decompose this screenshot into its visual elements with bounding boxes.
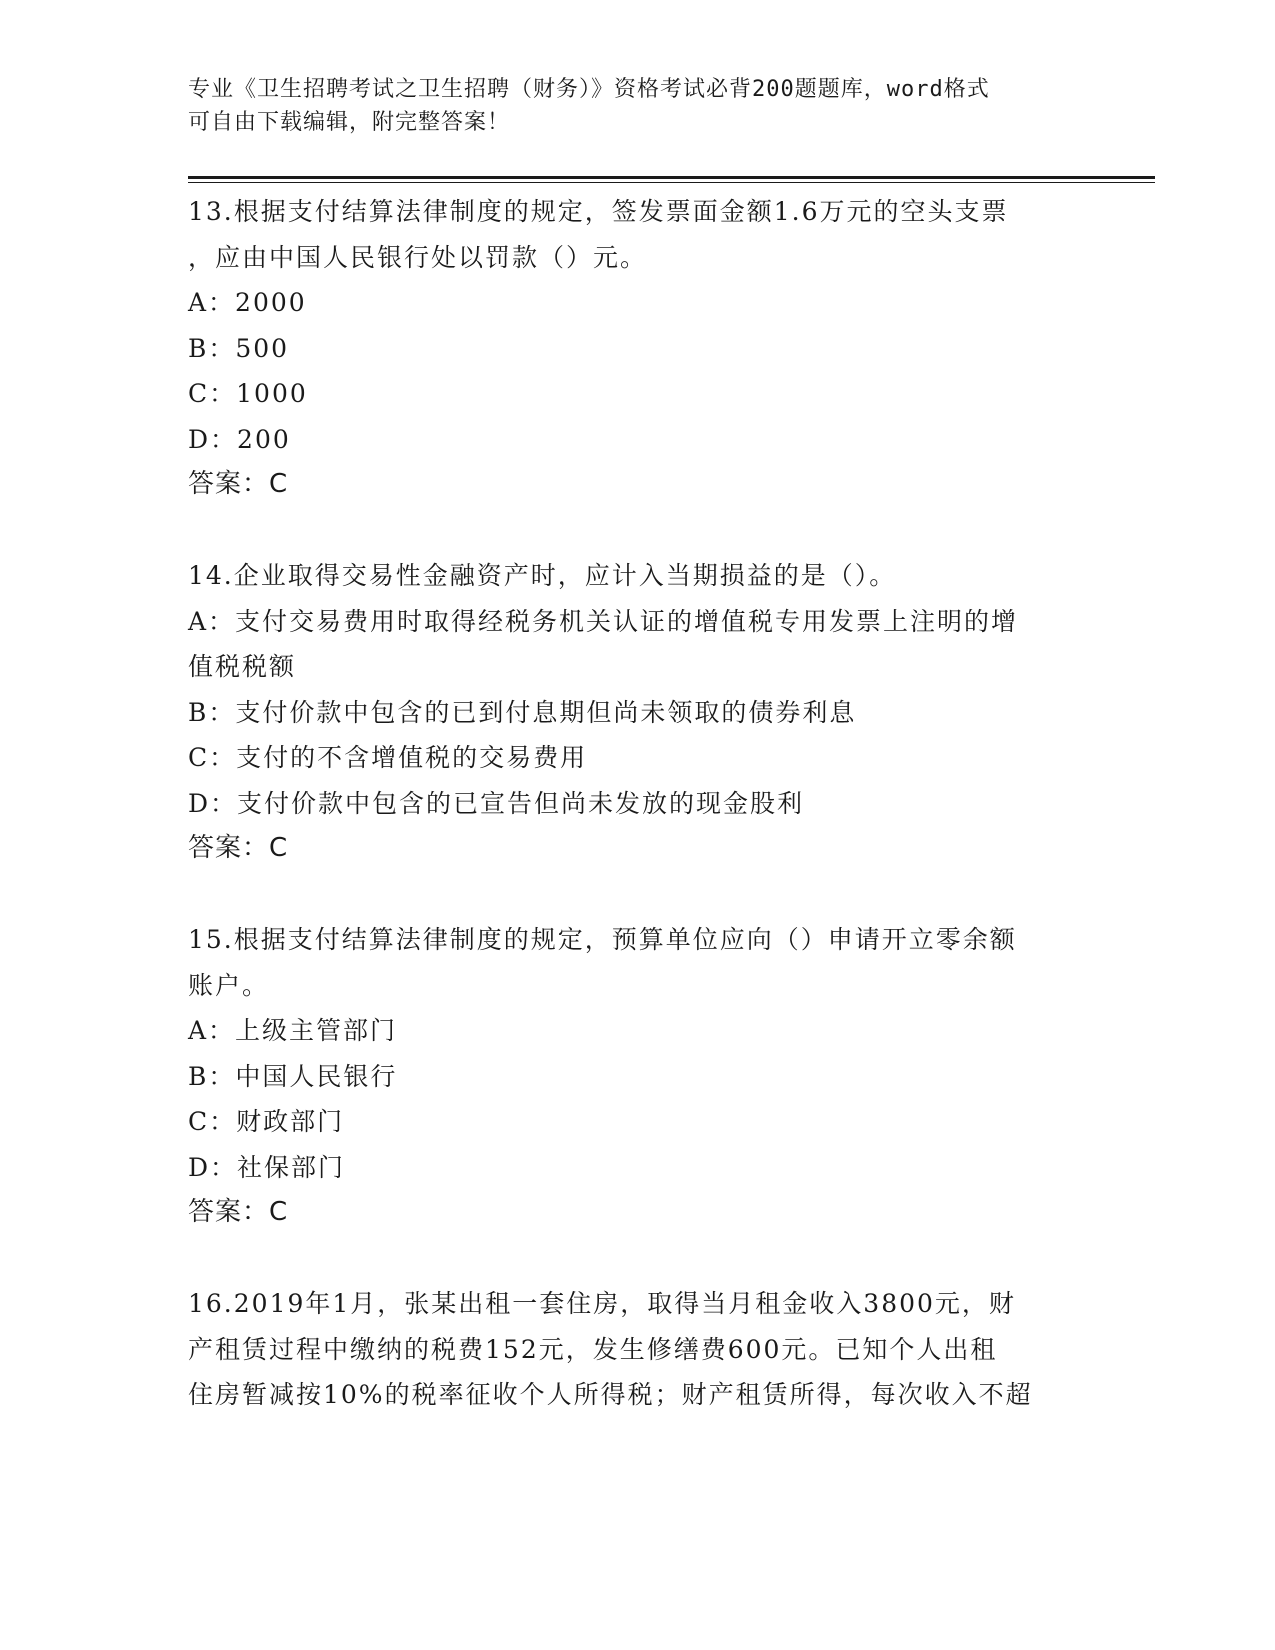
header-divider-thick xyxy=(188,176,1155,179)
question-stem-line: 16.2019年1月，张某出租一套住房，取得当月租金收入3800元，财 xyxy=(188,1289,1016,1318)
option-c: C：1000 xyxy=(188,379,308,408)
question-13 xyxy=(188,189,1088,508)
option-b: B：支付价款中包含的已到付息期但尚未领取的债券利息 xyxy=(188,697,857,727)
option-b: B：500 xyxy=(188,333,290,363)
option-c: C：支付的不含增值税的交易费用 xyxy=(188,743,588,772)
question-16 xyxy=(188,1281,1088,1418)
option-a-continued: 值税税额 xyxy=(188,652,297,681)
header-line-2: 可自由下载编辑，附完整答案！ xyxy=(188,110,511,135)
option-d: D：社保部门 xyxy=(188,1152,346,1182)
question-15 xyxy=(188,917,1088,1236)
option-a: A：2000 xyxy=(188,288,307,317)
question-stem-line: 15.根据支付结算法律制度的规定，预算单位应向（）申请开立零余额 xyxy=(188,925,1017,954)
answer-line: 答案：C xyxy=(188,469,289,499)
question-14 xyxy=(188,553,1088,872)
question-stem-line: 账户。 xyxy=(188,970,270,1000)
question-stem-line: 13.根据支付结算法律制度的规定，签发票面金额1.6万元的空头支票 xyxy=(188,197,1009,226)
question-stem-line: ，应由中国人民银行处以罚款（）元。 xyxy=(188,242,648,272)
header-divider-thin xyxy=(188,182,1155,183)
option-d: D：支付价款中包含的已宣告但尚未发放的现金股利 xyxy=(188,788,805,818)
question-stem-line: 产租赁过程中缴纳的税费152元，发生修缮费600元。已知个人出租 xyxy=(188,1334,998,1364)
question-stem-line: 住房暂减按10%的税率征收个人所得税；财产租赁所得，每次收入不超 xyxy=(188,1380,1033,1409)
option-a: A：支付交易费用时取得经税务机关认证的增值税专用发票上注明的增 xyxy=(188,606,1019,636)
option-b: B：中国人民银行 xyxy=(188,1061,398,1091)
answer-line: 答案：C xyxy=(188,833,289,863)
option-c: C：财政部门 xyxy=(188,1107,345,1136)
document-header xyxy=(188,73,1068,139)
header-line-1: 专业《卫生招聘考试之卫生招聘（财务）》资格考试必背200题题库，word格式 xyxy=(188,77,990,102)
option-a: A：上级主管部门 xyxy=(188,1016,398,1045)
answer-line: 答案：C xyxy=(188,1197,289,1227)
question-stem-line: 14.企业取得交易性金融资产时，应计入当期损益的是（）。 xyxy=(188,561,897,590)
option-d: D：200 xyxy=(188,424,291,454)
